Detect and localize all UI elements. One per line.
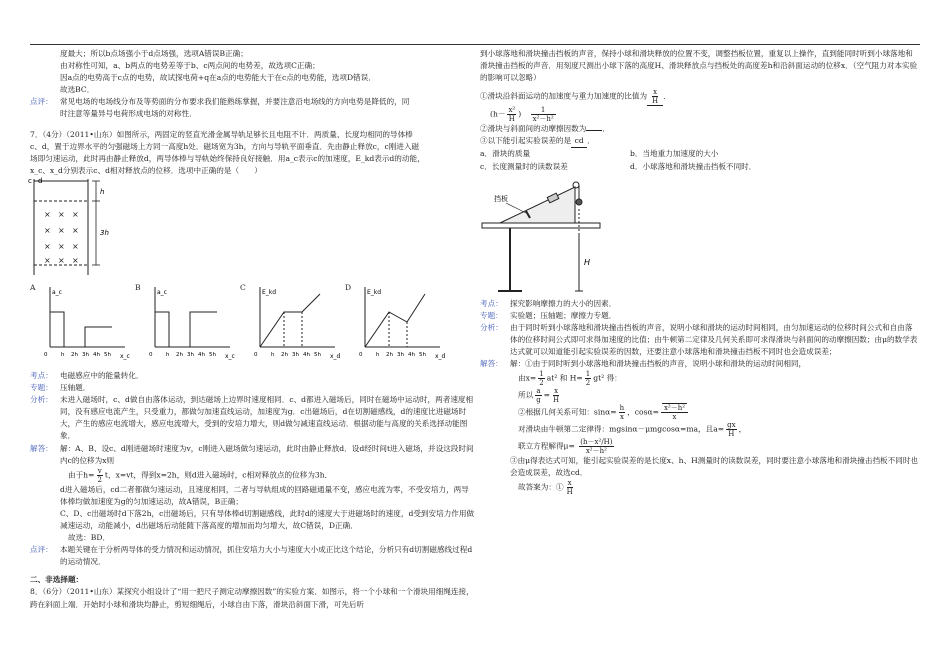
- review-line: 时注意等量异号电荷形成电场的对称性．: [60, 109, 197, 119]
- svg-text:3h: 3h: [397, 351, 404, 358]
- right-column: [480, 48, 920, 496]
- svg-text:3h: 3h: [187, 351, 194, 358]
- svg-text:4h: 4h: [303, 351, 310, 358]
- subquestion-2: ②滑块与斜面间的动摩擦因数为 ．: [480, 124, 610, 134]
- choice-b: b．当地重力加速度的大小: [630, 149, 719, 159]
- fenxi-label: 分析：: [30, 395, 53, 405]
- jieda-formula-1: 由x= $\frac{1}{2}$ at² 和 H= $\frac{1}{2}$ gt² 得：: [518, 370, 622, 388]
- zhuanti-row: [480, 310, 920, 322]
- text-line: 因a点的电势高于c点的电势，故试探电荷+q在a点的电势能大于在c点的电势能，选项D错误．: [60, 73, 376, 83]
- fenxi-label: 分析：: [480, 322, 503, 332]
- apparatus-figure: [480, 173, 920, 298]
- choice-a: a．滑块的质量: [480, 149, 531, 159]
- kaodian-row: [30, 370, 475, 382]
- fraction: $\frac{v}{2}$: [97, 466, 102, 484]
- text-line: 故选BC．: [60, 85, 95, 95]
- final-answer: 故答案为：① $\frac{x}{H}$: [518, 479, 573, 497]
- fenxi-row: [30, 394, 475, 442]
- option-d-graph: [345, 282, 445, 367]
- svg-text:4h: 4h: [198, 351, 205, 358]
- incline-apparatus-diagram: [480, 173, 620, 298]
- svg-text:5h: 5h: [104, 351, 111, 358]
- table-top: [482, 223, 600, 228]
- choice-c: c．长度测量时的读数误差: [480, 161, 568, 171]
- option-c[interactable]: [240, 282, 340, 367]
- zhuanti-text: 实验题；压轴题；摩擦力专题．: [510, 310, 617, 320]
- zhuanti-label: 专题：: [30, 383, 53, 393]
- svg-text:0: 0: [359, 351, 363, 358]
- option-letter: B: [135, 282, 141, 292]
- question-8-text: 8．（6分）（2011•山东）某探究小组设计了“用一把尺子测定动摩擦因数”的实验方案．如图示，将一个小球和一个滑块用细绳连接，跨在斜面上端．开始时小球和滑块均静止，剪短细绳后，小球自由下落，滑块沿斜面下滑，可先后听: [30, 587, 474, 609]
- choices-row-2: [480, 161, 920, 173]
- svg-text:5h: 5h: [419, 351, 426, 358]
- jieda-formula-3: ②根据几何关系可知：sinα= $\frac{h}{x}$ ，cosα= $\frac{\text{x²－h²}}{x}$: [480, 404, 920, 421]
- svg-text:×: ×: [72, 241, 79, 251]
- y-axis-label: a_c: [157, 288, 167, 296]
- svg-text:h: h: [376, 351, 380, 358]
- answer-blank: cd: [571, 135, 587, 148]
- option-letter: D: [345, 282, 352, 292]
- jieda-text: 故选：BD．: [68, 533, 111, 543]
- question-7-line: x_c、x_d分别表示c、d相对释放点的位移．选项中正确的是（ ）: [30, 165, 262, 175]
- dianping-label: 点评：: [30, 545, 53, 555]
- jieda-text: C、D、c出磁场时d下落2h，c出磁场后，只有导体棒d切割磁感线，此时d的速度大于进磁场时的速度，d受到安培力作用做减速运动，动能减小，d出磁场后动能随下落高度的增加而均匀增大，故C错误，D正确．: [60, 508, 475, 530]
- jieda-formula-2: 所以 $\frac{a}{g}$ = $\frac{x}{H}$: [518, 387, 560, 405]
- magnetic-field-diagram: [30, 177, 170, 282]
- svg-text:5h: 5h: [314, 351, 321, 358]
- y-axis-label: E_kd: [367, 288, 382, 296]
- question-7-line: 7．（4分）（2011•山东）如图所示，两固定的竖直光滑金属导轨足够长且电阻不计．两质量、长度均相同的导体棒: [30, 129, 413, 139]
- left-column: [30, 48, 475, 611]
- x-axis-label: x_d: [435, 352, 446, 360]
- svg-text:2h: 2h: [71, 351, 78, 358]
- fenxi-row: [480, 322, 920, 358]
- kaodian-row: [480, 298, 920, 310]
- svg-text:×: ×: [58, 241, 65, 251]
- svg-text:2h: 2h: [176, 351, 183, 358]
- option-letter: A: [30, 282, 36, 292]
- fenxi-text: 未进入磁场时，c、d做自由落体运动，到达磁场上边界时速度相同．c、d都进入磁场后，同时在磁场中运动时，两者速度相同，没有感应电流产生，只受重力，都做匀加速直线运动，加速度为g．c出磁场后，d在切割磁感线，d的速度比进磁场时大，产生的感应电流增大，感应电流增大，受到的安培力增大，则d做匀减速直线运动．根据动能与高度的关系选择动能图象．: [60, 395, 474, 441]
- kaodian-text: 探究影响摩擦力的大小的因素．: [510, 298, 617, 308]
- svg-text:h: h: [61, 351, 65, 358]
- svg-text:2h: 2h: [386, 351, 393, 358]
- svg-text:h: h: [271, 351, 275, 358]
- x-axis-label: x_c: [225, 352, 235, 360]
- svg-text:×: ×: [44, 209, 51, 219]
- answer-blank: [586, 130, 602, 131]
- review-block: [30, 96, 475, 108]
- question-7-line: 场即匀速运动，此时再由静止释放d，两导体棒与导轨始终保持良好接触．用a_c表示c的加速度，E_kd表示d的动能，: [30, 153, 425, 163]
- dianping-row: [30, 544, 475, 568]
- svg-text:×: ×: [44, 225, 51, 235]
- review-line: 常见电场的电场线分布及等势面的分布要求我们能熟练掌握，并要注意沿电场线的方向电势是降低的，同: [60, 97, 410, 107]
- subquestion-2-formula: (h－ $\frac{\text{x²}}{H}$ ) $\frac{1}{\text{x²－h²}}$: [490, 106, 554, 124]
- jieda-formula-5: 联立方程解得μ= $\frac{\text{(h－x²/H)}}{\text{x²－h²}}$: [518, 438, 613, 456]
- zhuanti-row: [30, 382, 475, 394]
- svg-text:0: 0: [254, 351, 258, 358]
- section-heading: 二、非选择题：: [30, 575, 84, 585]
- option-c-graph: [240, 282, 340, 367]
- jieda-text: d进入磁场后，cd二者都做匀速运动，且速度相同，二者与导轨组成的回路磁通量不变，感应电流为零，不受安培力，两导体棒均做加速度为g的匀加速运动，故A错误，B正确；: [60, 484, 469, 506]
- review-label: 点评：: [30, 97, 53, 107]
- choice-d: d．小球落地和滑块撞击挡板不同时．: [630, 161, 757, 171]
- answer-options: [30, 282, 475, 370]
- svg-text:×: ×: [44, 255, 51, 265]
- fenxi-text: 由于同时听到小球落地和滑块撞击挡板的声音，说明小球和滑块的运动时间相同，由匀加速运动的位移时间公式和自由落体的位移时间公式即可求得加速度的比值；由牛顿第二定律及几何关系即可求得滑块与斜面间的动摩擦因数；由μ的数学表达式就可以知道能引起实验误差的因数，还要注意小球落地和滑块撞击挡板不同时也会造成误差；: [510, 322, 918, 357]
- zhuanti-label: 专题：: [480, 310, 503, 320]
- choices-row-1: [480, 148, 920, 160]
- option-b-graph: [135, 282, 235, 367]
- rod-label-c: c: [28, 176, 32, 185]
- height-label-h: h: [100, 187, 105, 196]
- svg-text:×: ×: [58, 255, 65, 265]
- svg-text:×: ×: [44, 241, 51, 251]
- field-crosses: [44, 210, 79, 265]
- x-axis-label: x_c: [120, 352, 130, 360]
- answer-blank: $\frac{x}{H}$: [647, 88, 663, 106]
- svg-text:2h: 2h: [281, 351, 288, 358]
- jieda-text: 解：A、B、设c、d刚进磁场时速度为v，c刚进入磁场做匀速运动，此时由静止释放d．设d经时间t进入磁场，并设这段时间内c的位移为x则: [60, 443, 474, 465]
- jieda-text: ③由μ得表达式可知，能引起实验误差的是长度x、h、H测量时的读数误差，同时要注意小球落地和滑块撞击挡板不同时也会造成误差，故选cd．: [510, 456, 919, 478]
- option-a-graph: [30, 282, 130, 367]
- header-rule: [30, 44, 920, 45]
- magnetic-field-figure: [30, 177, 475, 282]
- svg-text:h: h: [166, 351, 170, 358]
- rod-label-d: d: [38, 176, 43, 185]
- height-label-3h: 3h: [100, 228, 109, 237]
- svg-text:×: ×: [72, 255, 79, 265]
- question-8-continued: 到小球落地和滑块撞击挡板的声音，保持小球和滑块释放的位置不变，调整挡板位置，重复以上操作，直到能同时听到小球落地和滑块撞击挡板的声音．用刻度尺测出小球下落的高度H、滑块释放点与挡板处的高度差h和沿斜面运动的位移x．（空气阻力对本实验的影响可以忽略）: [480, 49, 918, 83]
- option-b[interactable]: [135, 282, 235, 367]
- incline: [500, 187, 575, 223]
- dianping-text: 本题关键在于分析两导体的受力情况和运动情况，抓住安培力大小与速度大小成正比这个结论，分析只有d切割磁感线过程d的运动情况．: [60, 545, 473, 567]
- option-d[interactable]: [345, 282, 445, 367]
- question-7-line: c、d，置于边界水平的匀强磁场上方同一高度h处．磁场宽为3h，方向与导轨平面垂直．先由静止释放c，c刚进入磁: [30, 141, 420, 151]
- kaodian-label: 考点：: [30, 370, 53, 380]
- jieda-formula-line: 由于h= $\frac{v}{2}$ t，x=vt，得到x=2h，则d进入磁场时，c相对释放点的位移为3h．: [68, 466, 333, 484]
- svg-text:3h: 3h: [292, 351, 299, 358]
- baffle-label: 挡板: [494, 194, 508, 203]
- y-axis-label: E_kd: [262, 288, 277, 296]
- svg-text:×: ×: [58, 209, 65, 219]
- pulley: [573, 182, 579, 188]
- svg-text:0: 0: [149, 351, 153, 358]
- svg-text:×: ×: [72, 225, 79, 235]
- y-axis-label: a_c: [52, 288, 62, 296]
- x-axis-label: x_d: [330, 352, 341, 360]
- jieda-formula-4: 对滑块由牛顿第二定律得：mgsinα－μmgcosα=ma，且a= $\frac{gx}{H}$ ，: [518, 421, 747, 439]
- height-label-H: H: [584, 257, 591, 267]
- kaodian-label: 考点：: [480, 298, 503, 308]
- svg-text:×: ×: [58, 225, 65, 235]
- svg-text:4h: 4h: [408, 351, 415, 358]
- subquestion-3: ③以下能引起实验误差的是 cd ．: [480, 135, 920, 148]
- ball: [576, 199, 582, 205]
- text-line: 度最大；所以b点场强小于d点场强，选项A错误B正确；: [60, 49, 248, 58]
- jieda-row: [30, 443, 475, 467]
- subquestion-1: ①滑块沿斜面运动的加速度与重力加速度的比值为 $\frac{x}{H}$ ．: [480, 88, 671, 106]
- jieda-label: 解答：: [30, 443, 53, 453]
- option-a[interactable]: [30, 282, 130, 367]
- jieda-text: 解：①由于同时听到小球落地和滑块撞击挡板的声音，说明小球和滑块的运动时间相同，: [510, 359, 807, 369]
- option-letter: C: [240, 282, 246, 292]
- svg-text:3h: 3h: [82, 351, 89, 358]
- svg-text:5h: 5h: [209, 351, 216, 358]
- text-line: 由对称性可知，a、b两点的电势差等于b、c两点间的电势差，故选项C正确；: [60, 61, 320, 71]
- zhuanti-text: 压轴题．: [60, 383, 91, 393]
- svg-text:0: 0: [44, 351, 48, 358]
- kaodian-text: 电磁感应中的能量转化．: [60, 370, 144, 380]
- svg-text:×: ×: [72, 209, 79, 219]
- jieda-label: 解答：: [480, 359, 503, 369]
- jieda-row: [480, 358, 920, 370]
- svg-text:4h: 4h: [93, 351, 100, 358]
